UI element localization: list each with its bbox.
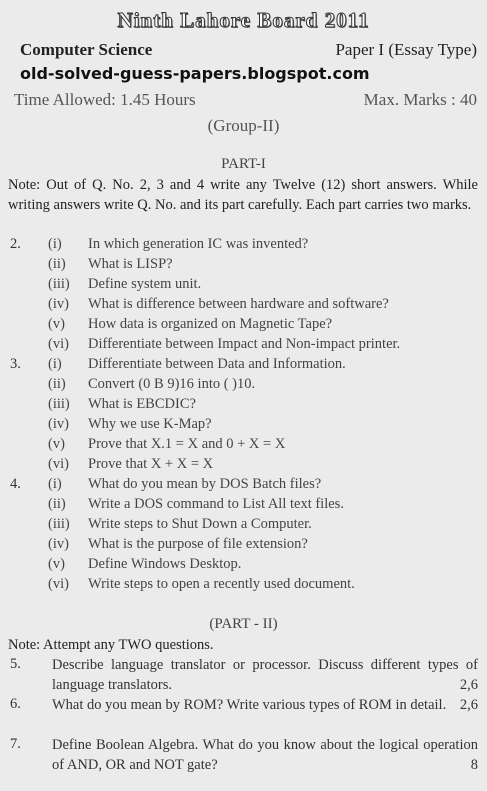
question-marks: 2,6	[459, 676, 478, 693]
part1-note: Note: Out of Q. No. 2, 3 and 4 write any Twelve (12) short answers. While writing answers write Q. No. and its part carefully. Each part carries two marks.	[8, 177, 478, 213]
item-text: How data is organized on Magnetic Tape?	[88, 316, 333, 332]
question-marks: 8	[470, 756, 478, 773]
board-title: Ninth Lahore Board 2011	[117, 8, 370, 32]
item-text: What do you mean by DOS Batch files?	[88, 476, 322, 492]
item-text: Prove that X.1 = X and 0 + X = X	[88, 436, 286, 452]
item-label: (vi)	[48, 336, 69, 352]
item-label: (iv)	[48, 296, 69, 312]
long-question	[52, 656, 478, 695]
item-text: Prove that X + X = X	[88, 456, 214, 472]
item-label: (iii)	[48, 276, 70, 292]
group-label: (Group-II)	[207, 116, 280, 135]
question-number: 4.	[10, 476, 21, 492]
item-text: Differentiate between Data and Information.	[88, 356, 346, 372]
question-number: 2.	[10, 236, 21, 252]
item-label: (iii)	[48, 516, 70, 532]
question-text: What do you mean by ROM? Write various types of ROM in detail.	[52, 697, 447, 713]
item-text: Define system unit.	[88, 276, 202, 292]
item-label: (v)	[48, 556, 65, 572]
question-number: 6.	[10, 696, 21, 712]
item-label: (iv)	[48, 416, 69, 432]
item-label: (v)	[48, 436, 65, 452]
long-question	[52, 696, 478, 716]
item-label: (ii)	[48, 376, 66, 392]
item-text: Write a DOS command to List All text files.	[88, 496, 344, 512]
max-marks: Max. Marks : 40	[363, 90, 477, 109]
item-label: (v)	[48, 316, 65, 332]
question-number: 3.	[10, 356, 21, 372]
question-number: 5.	[10, 656, 21, 672]
question-text: Define Boolean Algebra. What do you know about the logical operation of AND, OR and NOT gate?	[52, 737, 478, 773]
item-label: (iii)	[48, 396, 70, 412]
question-text: Describe language translator or processor. Discuss different types of language translators.	[52, 657, 478, 693]
item-text: Write steps to Shut Down a Computer.	[88, 516, 312, 532]
item-label: (i)	[48, 356, 62, 372]
item-text: What is the purpose of file extension?	[88, 536, 308, 552]
item-label: (i)	[48, 476, 62, 492]
item-text: Differentiate between Impact and Non-impact printer.	[88, 336, 401, 352]
item-label: (vi)	[48, 456, 69, 472]
watermark-url: old-solved-guess-papers.blogspot.com	[20, 64, 370, 83]
part1-title: PART-I	[221, 156, 266, 172]
subject-title: Computer Science	[20, 40, 153, 59]
paper-type: Paper I (Essay Type)	[335, 40, 477, 59]
item-label: (i)	[48, 236, 62, 252]
item-text: What is LISP?	[88, 256, 173, 272]
item-label: (ii)	[48, 496, 66, 512]
long-question	[52, 736, 478, 775]
item-text: What is difference between hardware and software?	[88, 296, 389, 312]
item-text: In which generation IC was invented?	[88, 236, 309, 252]
item-label: (iv)	[48, 536, 69, 552]
part2-note: Note: Attempt any TWO questions.	[8, 637, 214, 653]
time-allowed: Time Allowed: 1.45 Hours	[14, 90, 196, 109]
item-text: Write steps to open a recently used document.	[88, 576, 355, 592]
part2-title: (PART - II)	[209, 616, 278, 632]
item-text: Why we use K-Map?	[88, 416, 212, 432]
item-text: Define Windows Desktop.	[88, 556, 242, 572]
item-label: (ii)	[48, 256, 66, 272]
item-label: (vi)	[48, 576, 69, 592]
question-number: 7.	[10, 736, 21, 752]
question-marks: 2,6	[459, 697, 478, 713]
item-text: What is EBCDIC?	[88, 396, 196, 412]
item-text: Convert (0 B 9)16 into ( )10.	[88, 376, 256, 392]
